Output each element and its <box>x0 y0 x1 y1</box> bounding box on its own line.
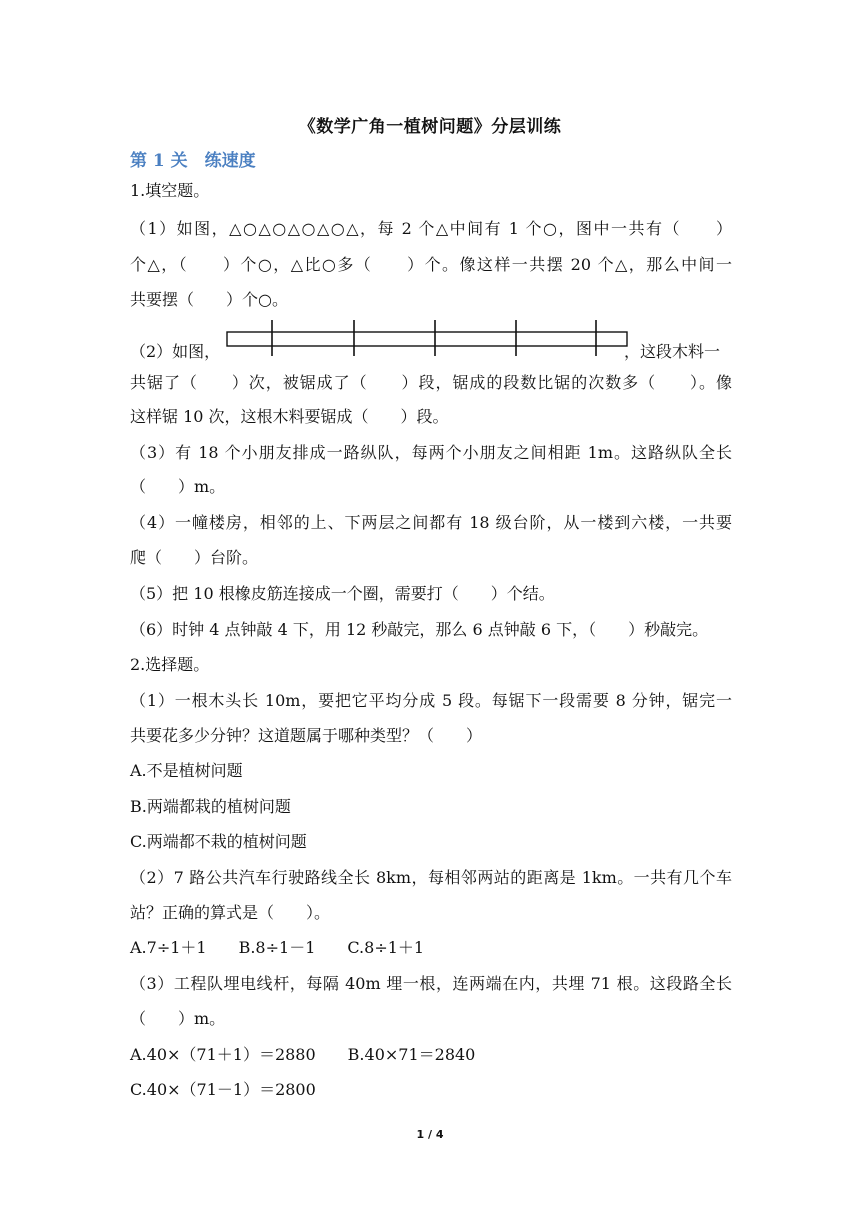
q1-item6: （6）时钟 4 点钟敲 4 下，用 12 秒敲完，那么 6 点钟敲 6 下，（ ）秒敲完。 <box>130 620 709 639</box>
q1-item2-suffix: ，这段木料一 <box>624 342 721 361</box>
q1-item4-line1: （4）一幢楼房，相邻的上、下两层之间都有 18 级台阶，从一楼到六楼，一共要 <box>130 513 732 532</box>
q2-item2-line1: （2）7 路公共汽车行驶路线全长 8km，每相邻两站的距离是 1km。一共有几个车 <box>130 868 732 887</box>
q1-item3-line2: （ ）m。 <box>130 477 226 496</box>
q2-item3-option-c: C.40×（71－1）＝2800 <box>130 1080 316 1099</box>
q1-item3-line1: （3）有 18 个小朋友排成一路纵队，每两个小朋友之间相距 1m。这路纵队全长 <box>130 443 732 462</box>
q2-item3-line2: （ ）m。 <box>130 1009 226 1028</box>
section-heading: 第 1 关 练速度 <box>130 151 256 171</box>
page-number: 1 / 4 <box>416 1128 444 1141</box>
q2-item1-option-b: B.两端都栽的植树问题 <box>130 797 291 816</box>
wood-saw-figure <box>226 318 630 358</box>
q1-item2-prefix: （2）如图， <box>130 342 221 361</box>
q1-item4-line2: 爬（ ）台阶。 <box>130 548 259 567</box>
q2-item1-option-c: C.两端都不栽的植树问题 <box>130 832 307 851</box>
q1-item2-line2: 共锯了（ ）次，被锯成了（ ）段，锯成的段数比锯的次数多（ ）。像 <box>130 373 732 392</box>
q2-item1-line1: （1）一根木头长 10m，要把它平均分成 5 段。每锯下一段需要 8 分钟，锯完一 <box>130 691 732 710</box>
q1-item1-line3: 共要摆（ ）个○。 <box>130 290 288 309</box>
q1-item2-line3: 这样锯 10 次，这根木料要锯成（ ）段。 <box>130 407 449 426</box>
question-1-heading: 1.填空题。 <box>130 181 210 200</box>
q1-item5: （5）把 10 根橡皮筋连接成一个圈，需要打（ ）个结。 <box>130 584 555 603</box>
q2-item2-options: A.7÷1＋1 B.8÷1－1 C.8÷1＋1 <box>130 938 425 957</box>
q2-item2-line2: 站？正确的算式是（ ）。 <box>130 903 331 922</box>
q2-item1-option-a: A.不是植树问题 <box>130 761 243 780</box>
q1-item1-line2: 个△，（ ）个○，△比○多（ ）个。像这样一共摆 20 个△，那么中间一 <box>130 255 732 274</box>
document-title: 《数学广角一植树问题》分层训练 <box>298 117 562 137</box>
question-2-heading: 2.选择题。 <box>130 655 210 674</box>
q2-item3-options-ab: A.40×（71＋1）＝2880 B.40×71＝2840 <box>130 1045 476 1064</box>
q2-item3-line1: （3）工程队埋电线杆，每隔 40m 埋一根，连两端在内，共埋 71 根。这段路全长 <box>130 974 732 993</box>
wood-plank <box>227 332 627 346</box>
q1-item1-line1: （1）如图，△○△○△○△○△，每 2 个△中间有 1 个○，图中一共有（ ） <box>130 219 732 238</box>
q2-item1-line2: 共要花多少分钟？这道题属于哪种类型？（ ） <box>130 726 483 745</box>
